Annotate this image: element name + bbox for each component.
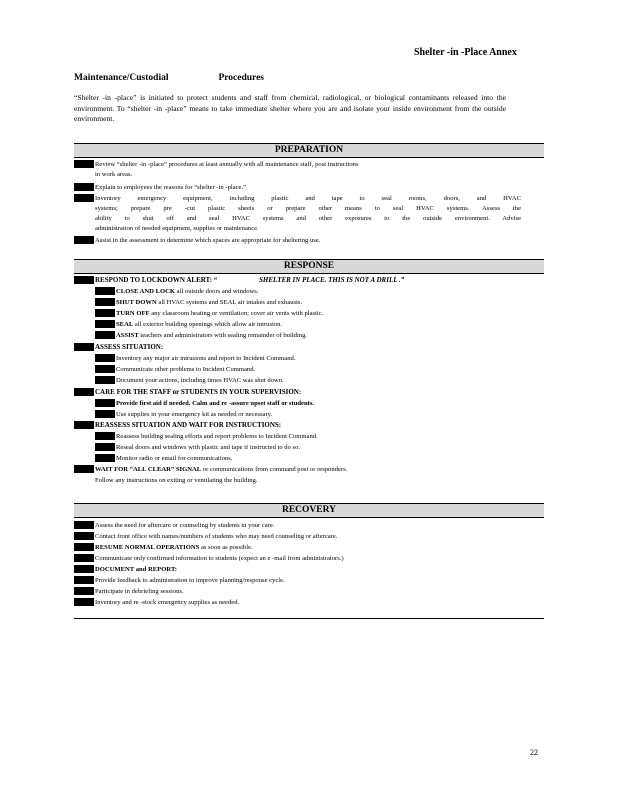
redaction-mark	[95, 331, 115, 339]
redaction-mark	[95, 354, 115, 362]
lockdown-step: TURN OFF any classroom heating or ventilation; cover air vents with plastic.	[74, 309, 323, 318]
lockdown-alert: RESPOND TO LOCKDOWN ALERT: “ SHELTER IN PLACE. THIS IS NOT A DRILL .”	[74, 276, 404, 285]
list-item: Participate in debriefing sessions.	[74, 587, 184, 596]
redaction-mark	[95, 298, 115, 306]
response-heading: RESPONSE	[74, 259, 544, 274]
redaction-mark	[95, 287, 115, 295]
redaction-mark	[74, 236, 94, 244]
lockdown-step: ASSIST teachers and administrators with sealing remainder of building.	[74, 331, 307, 340]
title-right: Procedures	[218, 73, 264, 83]
annex-header: Shelter -in -Place Annex	[414, 47, 517, 58]
list-item: Inventory and re -stock emergency supplies as needed.	[74, 598, 239, 607]
redaction-mark	[74, 543, 94, 551]
redaction-mark	[95, 454, 115, 462]
follow-instructions: Follow any instructions on exiting or ventilating the building.	[95, 477, 258, 484]
care-heading: CARE FOR THE STAFF or STUDENTS IN YOUR SUPERVISION:	[74, 388, 301, 397]
redaction-mark	[95, 320, 115, 328]
reassess-step: Monitor radio or email for communications.	[74, 454, 232, 463]
redaction-mark	[74, 587, 94, 595]
redaction-mark	[74, 576, 94, 584]
assess-step: Communicate other problems to Incident Command.	[74, 365, 255, 374]
list-item-continuation: in work areas.	[95, 171, 133, 178]
list-item: DOCUMENT and REPORT:	[74, 565, 177, 574]
list-item-continuation: systems; prepare pre -cut plastic sheets or prepare other means to seal HVAC systems. Assess the	[95, 205, 521, 212]
redaction-mark	[95, 432, 115, 440]
redaction-mark	[95, 410, 115, 418]
list-item: Communicate only confirmed information to students (expect an e -mail from administrators.)	[74, 554, 344, 563]
redaction-mark	[95, 365, 115, 373]
lockdown-step: CLOSE AND LOCK all outside doors and windows.	[74, 287, 259, 296]
redaction-mark	[74, 532, 94, 540]
reassess-step: Reassess building sealing efforts and report problems to Incident Command.	[74, 432, 318, 441]
response-section	[74, 259, 544, 484]
document-title	[74, 73, 264, 83]
assess-step: Inventory any major air intrusions and report to Incident Command.	[74, 354, 295, 363]
recovery-heading: RECOVERY	[74, 503, 544, 518]
list-item: Provide feedback to administration to improve planning/response cycle.	[74, 576, 285, 585]
redaction-mark	[74, 465, 94, 473]
recovery-section	[74, 503, 544, 606]
redaction-mark	[74, 160, 94, 168]
assess-heading: ASSESS SITUATION:	[74, 343, 163, 352]
redaction-mark	[95, 376, 115, 384]
reassess-heading: REASSESS SITUATION AND WAIT FOR INSTRUCTIONS:	[74, 421, 281, 430]
redaction-mark	[74, 598, 94, 606]
list-item: RESUME NORMAL OPERATIONS as soon as possible.	[74, 543, 253, 552]
care-step: Provide first aid if needed. Calm and re -assure upset staff or students.	[74, 399, 314, 408]
redaction-mark	[74, 421, 94, 429]
redaction-mark	[74, 183, 94, 191]
redaction-mark	[74, 343, 94, 351]
list-item: Inventory emergency equipment, including plastic and tape to seal rooms, doors, and HVAC	[74, 194, 521, 203]
section-divider	[74, 618, 544, 619]
redaction-mark	[95, 443, 115, 451]
redaction-mark	[74, 388, 94, 396]
care-step: Use supplies in your emergency kit as needed or necessary.	[74, 410, 272, 419]
redaction-mark	[95, 399, 115, 407]
wait-signal: WAIT FOR “ALL CLEAR” SIGNAL or communications from command post or responders.	[74, 465, 347, 474]
lockdown-step: SEAL all exterior building openings which allow air intrusion.	[74, 320, 282, 329]
list-item: Contact front office with names/numbers of students who may need counseling or aftercare.	[74, 532, 338, 541]
preparation-heading: PREPARATION	[74, 143, 544, 158]
list-item: Explain to employees the reasons for “shelter -in -place.”	[74, 183, 246, 192]
redaction-mark	[74, 554, 94, 562]
redaction-mark	[95, 309, 115, 317]
title-left: Maintenance/Custodial	[74, 73, 169, 83]
list-item-continuation: administration of needed equipment, supplies or maintenance.	[95, 225, 259, 232]
redaction-mark	[74, 194, 94, 202]
assess-step: Document your actions, including times HVAC was shut down.	[74, 376, 284, 385]
reassess-step: Reseal doors and windows with plastic and tape if instructed to do so.	[74, 443, 300, 452]
redaction-mark	[74, 276, 94, 284]
lockdown-step: SHUT DOWN all HVAC systems and SEAL air intakes and exhausts.	[74, 298, 302, 307]
list-item-continuation: ability to shut off and seal HVAC systems and other exposures to the outside environment. Advise	[95, 215, 521, 222]
intro-paragraph: “Shelter -in -place” is initiated to protect students and staff from chemical, radiological, or biological contaminants released into the environment. To “shelter -in -place” means to take immediate shelter where you are and isolate your inside environment from the outside environment.	[74, 93, 506, 123]
redaction-mark	[74, 521, 94, 529]
redaction-mark	[74, 565, 94, 573]
list-item: Review “shelter -in -place” procedures at least annually with all maintenance staff, post instructions	[74, 160, 359, 169]
preparation-section	[74, 143, 544, 244]
list-item: Assist in the assessment to determine which spaces are appropriate for sheltering use.	[74, 236, 320, 245]
page-number: 22	[530, 748, 538, 757]
list-item: Assess the need for aftercare or counseling by students in your care.	[74, 521, 274, 530]
